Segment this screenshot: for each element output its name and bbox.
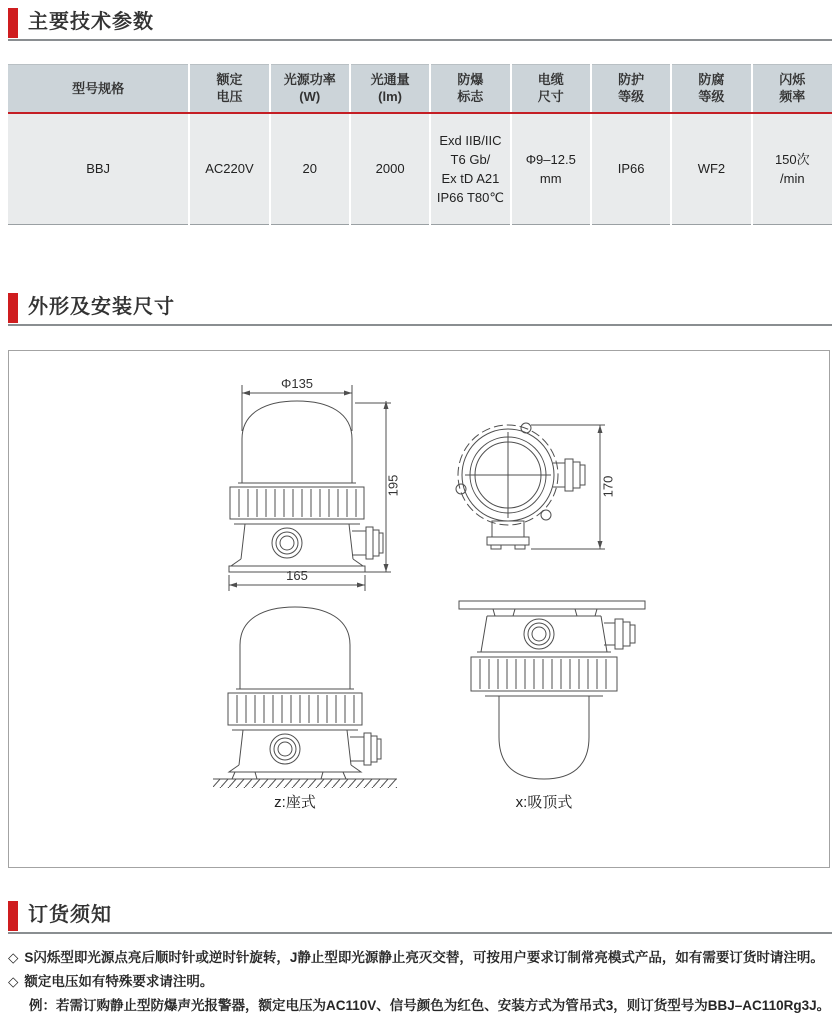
mount-label-ceiling: x:吸顶式 [515, 794, 573, 811]
table-row [8, 113, 832, 225]
col-header-ex-mark: 防爆 标志 [430, 65, 510, 113]
mount-label-floor: z:座式 [274, 794, 316, 811]
col-header-model: 型号规格 [8, 65, 189, 113]
col-header-flash: 闪烁 频率 [752, 65, 832, 113]
section-header-dimensions [8, 293, 832, 326]
red-accent-bar [8, 293, 18, 323]
dimension-label-diameter-135: Φ135 [280, 376, 314, 391]
diamond-bullet-icon: ◇ [8, 950, 19, 965]
dimension-drawings-box [8, 350, 830, 868]
cell-ip: IP66 [591, 113, 671, 225]
red-accent-bar [8, 901, 18, 931]
diamond-bullet-icon: ◇ [8, 974, 19, 989]
col-header-lumen: 光通量 (lm) [350, 65, 430, 113]
section-title: 外形及安装尺寸 [28, 296, 175, 318]
tech-specs-table [8, 64, 832, 225]
cell-cable: Φ9–12.5 mm [511, 113, 591, 225]
ordering-notes [8, 946, 832, 1018]
note-item [8, 970, 832, 994]
dimension-label-width-165: 165 [286, 568, 308, 583]
col-header-power: 光源功率 (W) [270, 65, 350, 113]
ceiling-mount-drawing [447, 597, 657, 797]
cell-lumen: 2000 [350, 113, 430, 225]
note-text: 额定电压如有特殊要求请注明。 [24, 974, 214, 989]
red-accent-bar [8, 8, 18, 38]
col-header-cable: 电缆 尺寸 [511, 65, 591, 113]
cell-voltage: AC220V [189, 113, 269, 225]
col-header-voltage: 额定 电压 [189, 65, 269, 113]
section-title: 主要技术参数 [28, 11, 154, 33]
cell-flash: 150次 /min [752, 113, 832, 225]
section-header-ordering-notes [8, 901, 832, 934]
table-header-row [8, 65, 832, 113]
section-title: 订货须知 [28, 904, 112, 926]
cell-model: BBJ [8, 113, 189, 225]
col-header-ip: 防护 等级 [591, 65, 671, 113]
cell-power: 20 [270, 113, 350, 225]
dimension-label-height-170: 170 [600, 475, 616, 498]
floor-mount-drawing [205, 589, 405, 794]
dimension-label-height-195: 195 [385, 474, 401, 497]
note-text: S闪烁型即光源点亮后顺时针或逆时针旋转，J静止型即光源静止亮灭交替，可按用户要求订制常亮模式产品，如有需要订货时请注明。 [24, 950, 824, 965]
note-item [8, 946, 832, 970]
ordering-example-text: 例：若需订购静止型防爆声光报警器，额定电压为AC110V、信号颜色为红色、安装方式为管吊式3，则订货型号为BBJ–AC110Rg3J。 [29, 998, 831, 1013]
cell-ex-mark: Exd IIB/IIC T6 Gb/ Ex tD A21 IP66 T80℃ [430, 113, 510, 225]
col-header-wf: 防腐 等级 [671, 65, 751, 113]
cell-wf: WF2 [671, 113, 751, 225]
section-header-tech-params [8, 8, 832, 41]
top-view-drawing [453, 403, 623, 563]
